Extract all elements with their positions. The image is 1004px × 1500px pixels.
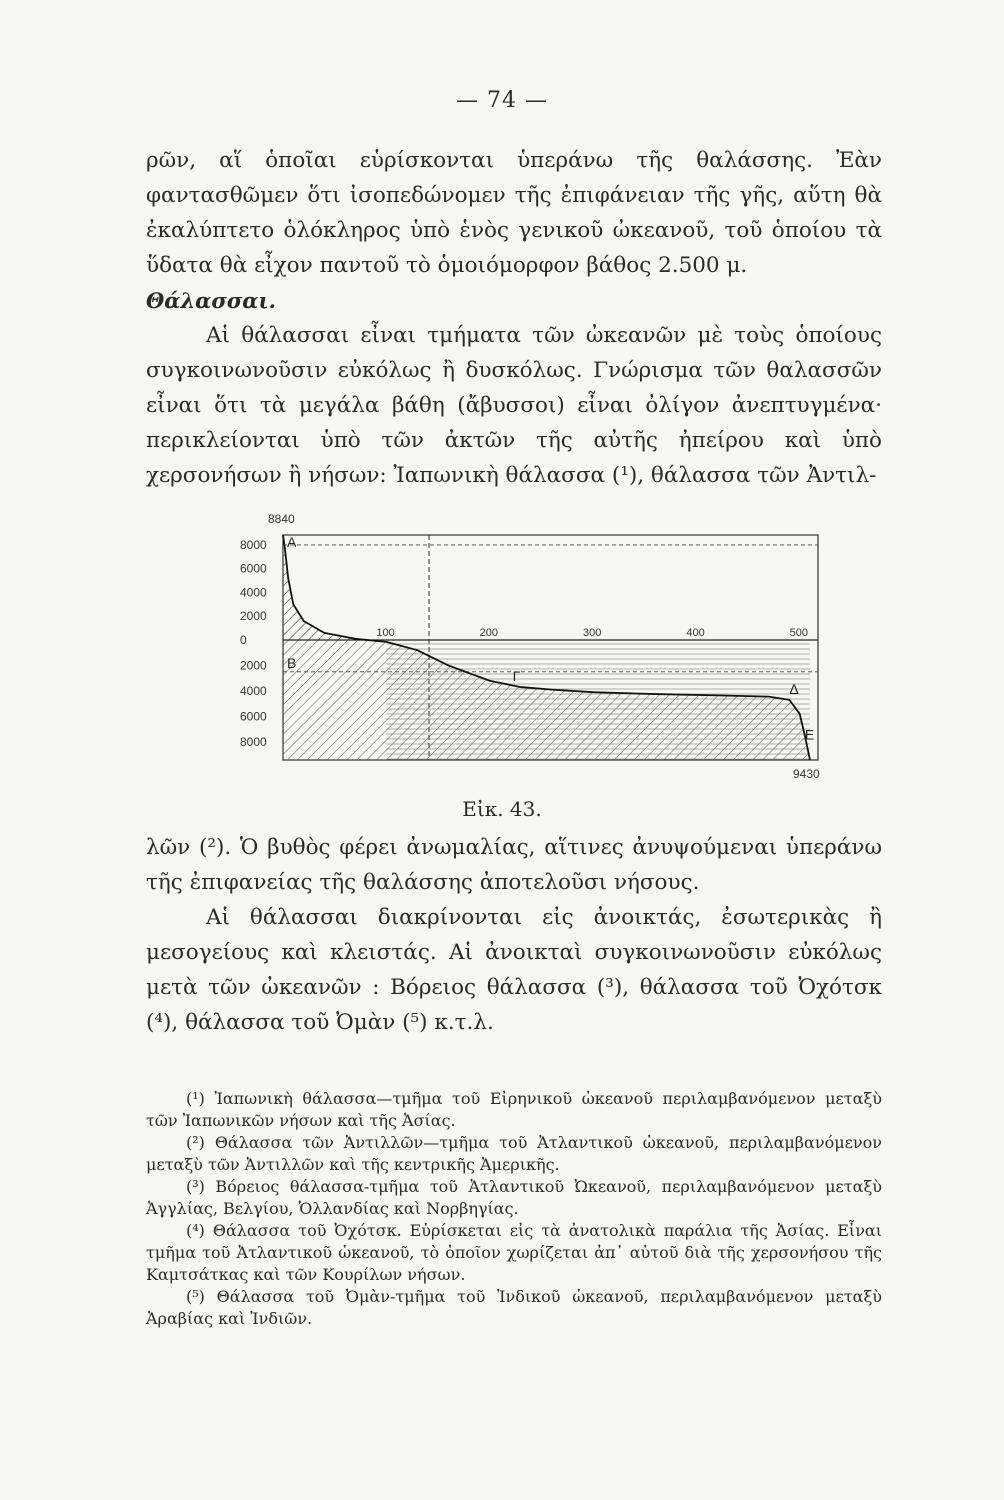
y-tick-label: 2000 (240, 658, 267, 673)
footnote-3: (³) Βόρειος θάλασσα-τμῆμα τοῦ Ἀτλαντικοῦ Ὠκεανοῦ, περιλαμβανόμενον μεταξὺ Ἀγγλίας, Βελγίου, Ὁλλανδίας καὶ Νορβηγίας. (146, 1177, 882, 1218)
y-tick-label: 4000 (240, 585, 267, 600)
x-tick-label: 400 (686, 627, 705, 639)
paragraph-4: Αἱ θάλασσαι διακρίνονται εἰς ἀνοικτάς, ἐσωτερικὰς ἢ μεσογείους καὶ κλειστάς. Αἱ ἀνοικταὶ συγκοινωνοῦσιν εὐκόλως μετὰ τῶν ὠκεανῶν : Βόρειος θάλασσα (³), θάλασσα τοῦ Ὀχότσκ (⁴), θάλασσα τοῦ Ὀμὰν (⁵) κ.τ.λ. (146, 905, 882, 1035)
top-value-label: 8840 (268, 512, 295, 526)
figure-caption: Εἰκ. 43. (462, 797, 542, 821)
y-tick-label: 8000 (240, 537, 267, 552)
footnote-4: (⁴) Θάλασσα τοῦ Ὀχότσκ. Εὑρίσκεται εἰς τὰ ἀνατολικὰ παράλια τῆς Ἀσίας. Εἶναι τμῆμα τοῦ Ἀτλαντικοῦ ὠκεανοῦ, τὸ ὁποῖον χωρίζεται ἀπ᾽ αὐτοῦ διὰ τῆς χερσονήσου τῆς Καμτσάτκας καὶ τῶν Κουρίλων νήσων. (146, 1221, 882, 1284)
y-tick-label: 4000 (240, 683, 267, 698)
footnote-1: (¹) Ἰαπωνικὴ θάλασσα—τμῆμα τοῦ Εἰρηνικοῦ ὠκεανοῦ περιλαμβανόμενον μεταξὺ τῶν Ἰαπωνικῶν νήσων καὶ τῆς Ἀσίας. (146, 1089, 883, 1130)
curve-point-label: Ε (804, 726, 815, 743)
hypsographic-figure (240, 510, 840, 800)
text-block-top (146, 143, 882, 493)
x-tick-label: 500 (789, 627, 809, 639)
curve-point-label: Δ (789, 680, 799, 697)
y-tick-label: 8000 (240, 734, 267, 749)
footnotes (146, 1088, 882, 1330)
text-block-bottom (146, 830, 882, 1040)
x-tick-label: 300 (583, 627, 602, 639)
paragraph-1: ρῶν, αἵ ὁποῖαι εὑρίσκονται ὑπεράνω τῆς θαλάσσης. Ἐὰν φαντασθῶμεν ὅτι ἰσοπεδώνομεν τῆς ἐπιφάνειαν τῆς γῆς, αὕτη θὰ ἐκαλύπτετο ὁλόκληρος ὑπὸ ἑνὸς γενικοῦ ὠκεανοῦ, τοῦ ὁποίου τὰ ὕδατα θὰ εἶχον παντοῦ τὸ ὁμοιόμορφον βάθος 2.500 μ. (146, 148, 882, 278)
y-tick-label: 6000 (240, 709, 267, 724)
bottom-value-label: 9430 (793, 767, 820, 781)
y-tick-label: 0 (240, 633, 247, 647)
y-tick-label: 2000 (240, 609, 267, 624)
paragraph-2: Αἱ θάλασσαι εἶναι τμήματα τῶν ὠκεανῶν μὲ τοὺς ὁποίους συγκοινωνοῦσιν εὐκόλως ἢ δυσκόλως. Γνώρισμα τῶν θαλασσῶν εἶναι ὅτι τὰ μεγάλα βάθη (ἄβυσσοι) εἶναι ὀλίγον ἀνεπτυγμένα· περικλείονται ὑπὸ τῶν ἀκτῶν τῆς αὐτῆς ἠπείρου καὶ ὑπὸ χερσονήσων ἢ νήσων: Ἰαπωνικὴ θάλασσα (¹), θάλασσα τῶν Ἀντιλ- (146, 323, 882, 488)
page-number: — 74 — (456, 88, 548, 113)
seafloor-area (283, 535, 810, 760)
x-tick-label: 200 (479, 627, 499, 639)
x-tick-label: 100 (376, 627, 395, 639)
section-heading: Θάλασσαι. (146, 288, 276, 313)
paragraph-3: λῶν (²). Ὁ βυθὸς φέρει ἀνωμαλίας, αἵτινες ἀνυψούμεναι ὑπεράνω τῆς ἐπιφανείας τῆς θαλάσσης ἀποτελοῦσι νήσους. (146, 835, 882, 895)
curve-point-label: Α (287, 534, 297, 550)
y-tick-label: 6000 (240, 561, 267, 576)
footnote-2: (²) Θάλασσα τῶν Ἀντιλλῶν—τμῆμα τοῦ Ἀτλαντικοῦ ὠκεανοῦ, περιλαμβανόμενον μεταξὺ τῶν Ἀντιλλῶν καὶ τῆς κεντρικῆς Ἀμερικῆς. (146, 1133, 882, 1174)
curve-point-label: Γ (512, 668, 521, 685)
footnote-5: (⁵) Θάλασσα τοῦ Ὀμὰν-τμῆμα τοῦ Ἰνδικοῦ ὠκεανοῦ, περιλαμβανόμενον μεταξὺ Ἀραβίας καὶ Ἰνδιῶν. (146, 1287, 882, 1328)
curve-point-label: Β (287, 654, 297, 671)
